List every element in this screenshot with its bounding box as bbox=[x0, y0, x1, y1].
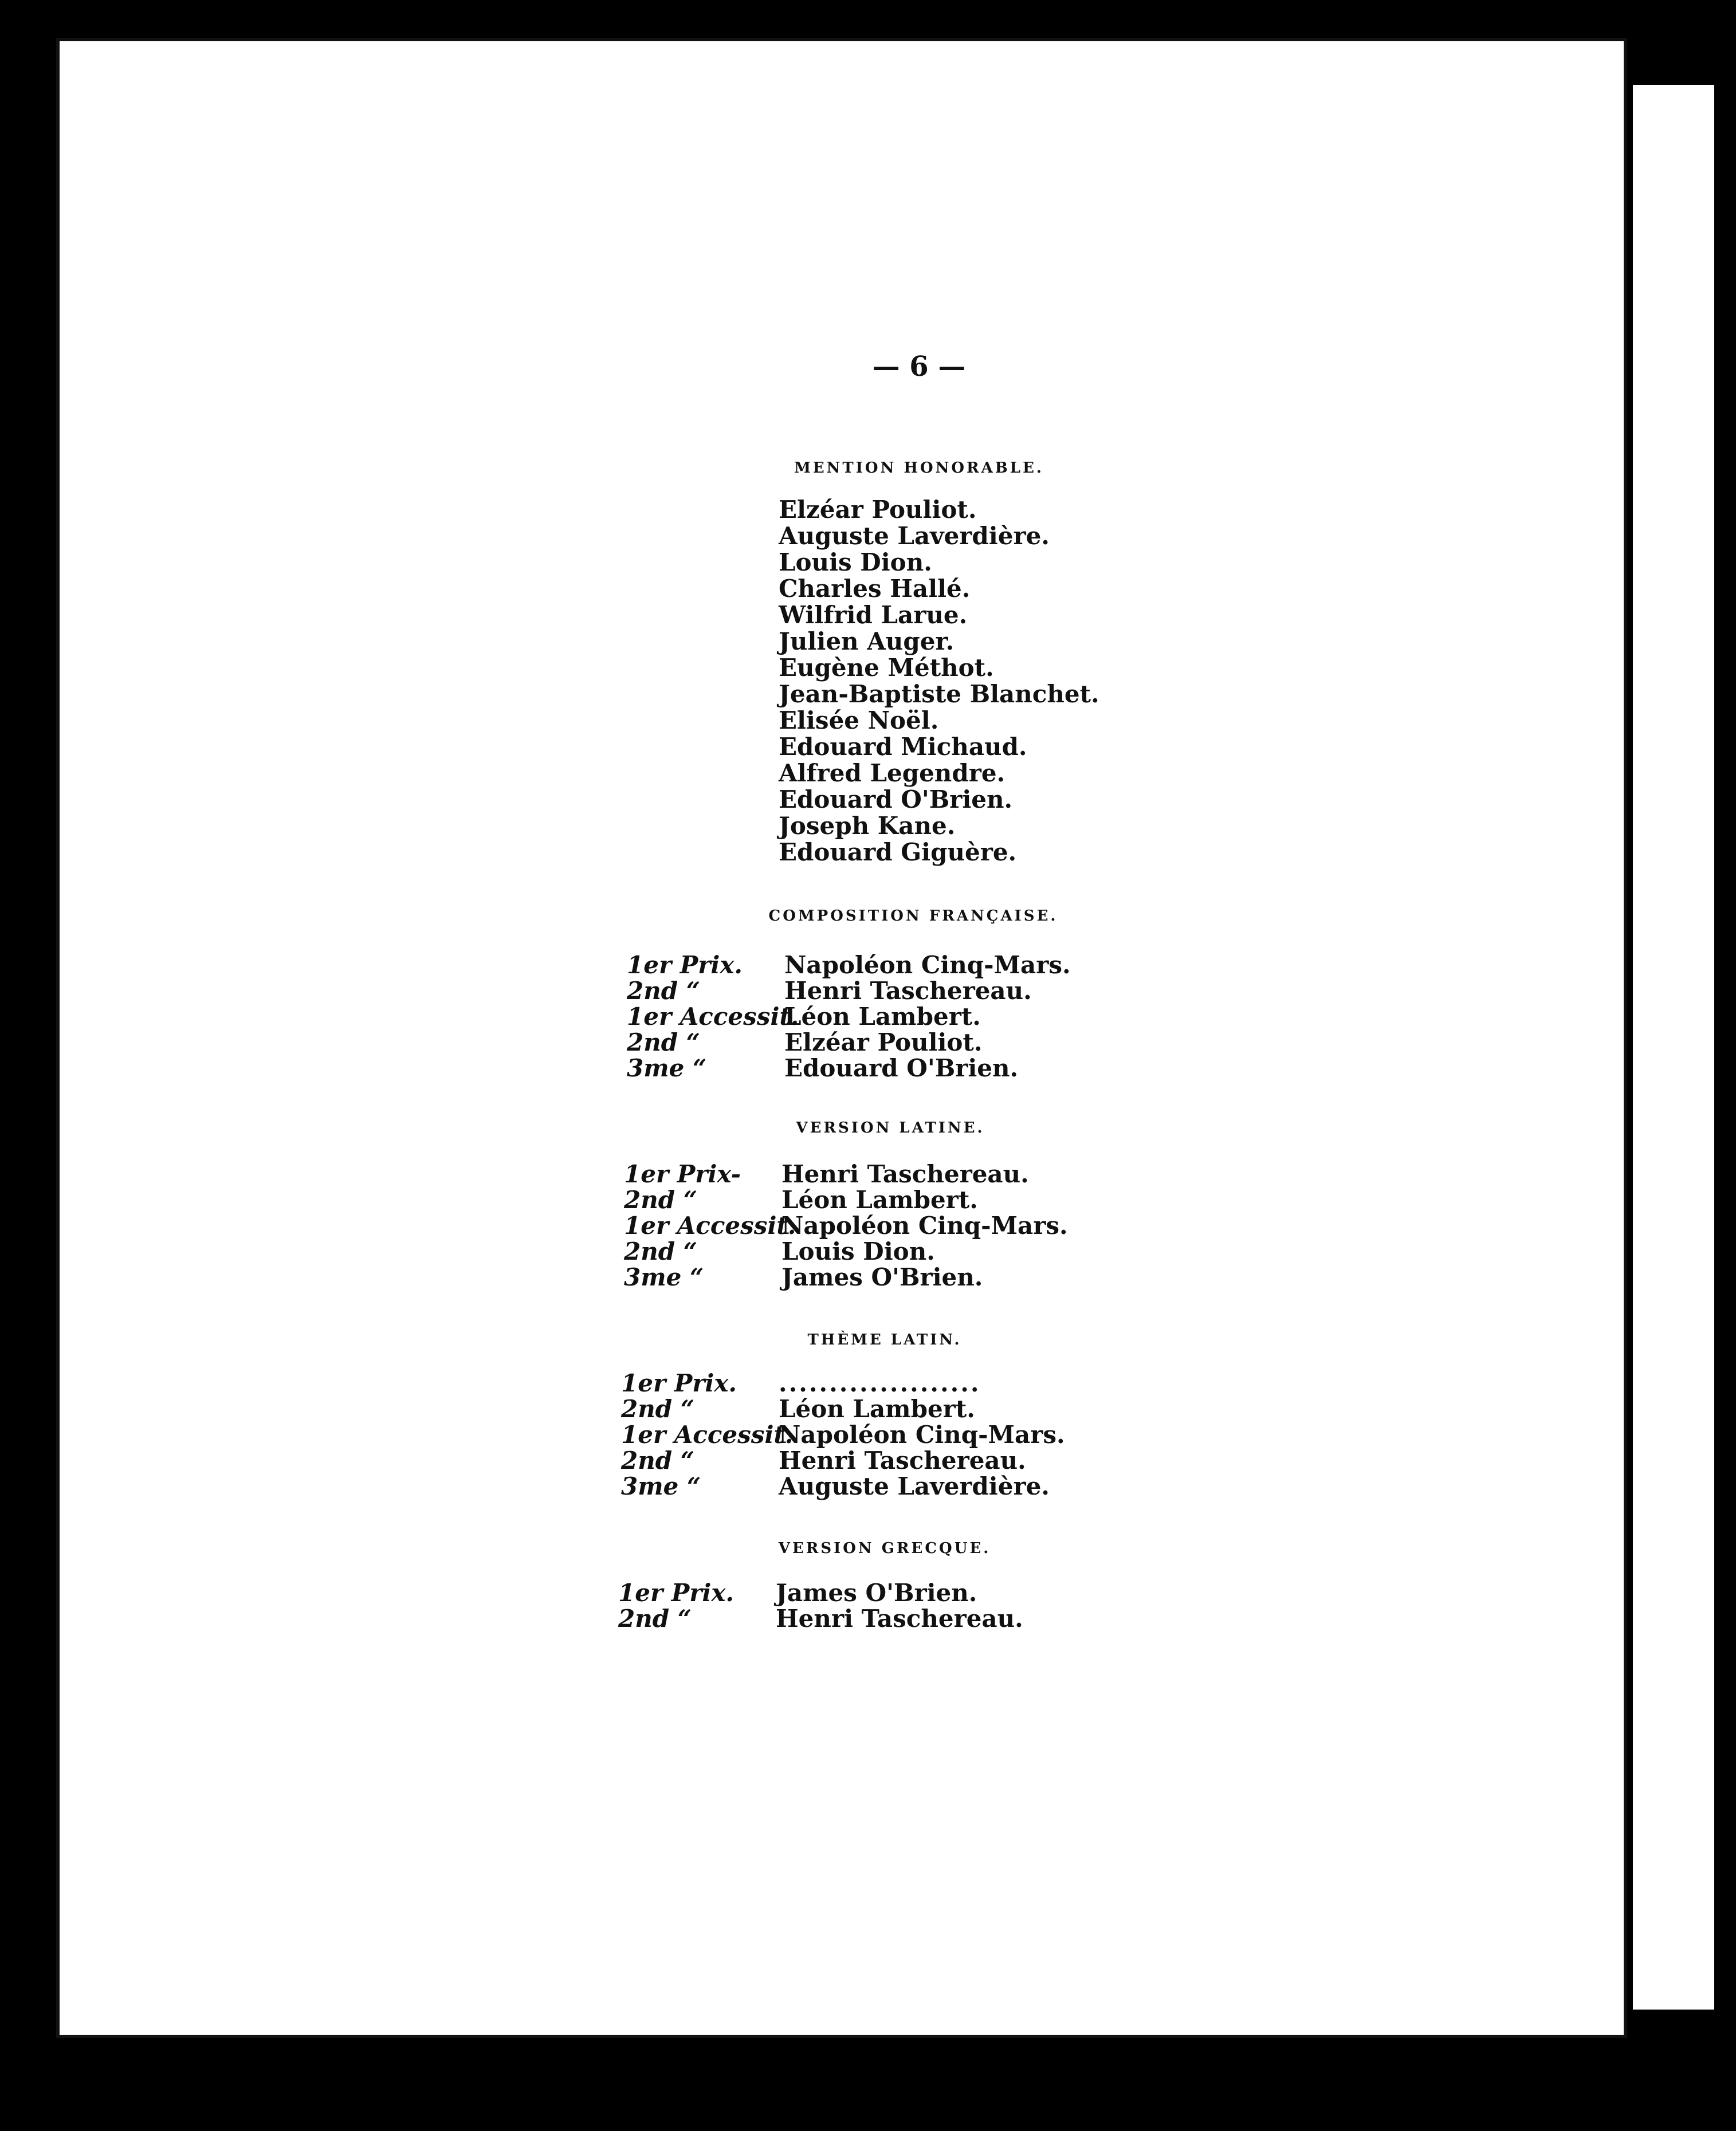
table-row bbox=[624, 1161, 1068, 1187]
prize-winner: Louis Dion. bbox=[781, 1237, 935, 1265]
prize-winner: Edouard O'Brien. bbox=[784, 1054, 1019, 1082]
prize-label: 1er Prix. bbox=[621, 1369, 737, 1397]
list-item: Julien Auger. bbox=[779, 627, 955, 655]
prize-label: 1er Accessit. bbox=[624, 1212, 796, 1240]
prize-label: 1er Accessit. bbox=[627, 1002, 799, 1031]
prize-winner: Napoléon Cinq-Mars. bbox=[784, 951, 1071, 979]
document-page bbox=[60, 41, 1624, 2035]
table-row bbox=[624, 1264, 1068, 1290]
page-number: — 6 — bbox=[872, 351, 966, 383]
prize-winner: Henri Taschereau. bbox=[784, 977, 1032, 1005]
prize-winner: Henri Taschereau. bbox=[781, 1160, 1029, 1188]
prize-label: 2nd “ bbox=[627, 1028, 700, 1056]
table-row bbox=[621, 1448, 1065, 1473]
prize-label: 1er Prix- bbox=[624, 1160, 741, 1188]
mention-honorable-list bbox=[779, 497, 1099, 866]
prize-label: 2nd “ bbox=[624, 1237, 697, 1265]
list-item: Edouard Giguère. bbox=[779, 838, 1017, 866]
theme-latin-table bbox=[621, 1370, 1065, 1499]
list-item: Elzéar Pouliot. bbox=[779, 496, 977, 524]
prize-label: 1er Prix. bbox=[627, 951, 743, 979]
prize-label: 2nd “ bbox=[624, 1186, 697, 1214]
list-item: Eugène Méthot. bbox=[779, 654, 994, 682]
version-grecque-table bbox=[618, 1580, 1023, 1631]
table-row bbox=[618, 1606, 1023, 1631]
prize-label: 2nd “ bbox=[621, 1446, 694, 1475]
prize-winner: Léon Lambert. bbox=[779, 1395, 975, 1423]
prize-label: 3me “ bbox=[627, 1054, 707, 1082]
prize-winner: Léon Lambert. bbox=[781, 1186, 978, 1214]
prize-winner: Henri Taschereau. bbox=[779, 1446, 1026, 1475]
list-item: Joseph Kane. bbox=[779, 812, 956, 840]
table-row bbox=[618, 1580, 1023, 1606]
section-title-version-grecque: VERSION GRECQUE. bbox=[778, 1540, 991, 1557]
list-item: Louis Dion. bbox=[779, 548, 932, 576]
list-item: Alfred Legendre. bbox=[779, 759, 1006, 787]
section-title-theme-latin: THÈME LATIN. bbox=[807, 1331, 962, 1348]
prize-winner: Henri Taschereau. bbox=[776, 1605, 1023, 1633]
prize-winner: Napoléon Cinq-Mars. bbox=[779, 1421, 1065, 1449]
table-row bbox=[624, 1187, 1068, 1213]
table-row bbox=[621, 1370, 1065, 1396]
prize-winner: Auguste Laverdière. bbox=[779, 1472, 1050, 1500]
table-row bbox=[627, 978, 1071, 1004]
prize-label: 2nd “ bbox=[621, 1395, 694, 1423]
table-row bbox=[627, 1029, 1071, 1055]
list-item: Jean-Baptiste Blanchet. bbox=[779, 680, 1099, 708]
prize-label: 1er Accessit. bbox=[621, 1421, 794, 1449]
prize-winner-blank: .................... bbox=[779, 1369, 981, 1397]
section-title-version-latine: VERSION LATINE. bbox=[796, 1119, 985, 1137]
table-row bbox=[627, 1055, 1071, 1081]
prize-label: 2nd “ bbox=[627, 977, 700, 1005]
prize-label: 2nd “ bbox=[618, 1605, 692, 1633]
prize-winner: James O'Brien. bbox=[776, 1579, 977, 1607]
page-content bbox=[60, 41, 1624, 2035]
section-title-mention-honorable: MENTION HONORABLE. bbox=[794, 459, 1044, 477]
prize-label: 3me “ bbox=[621, 1472, 701, 1500]
list-item: Charles Hallé. bbox=[779, 575, 971, 603]
list-item: Edouard O'Brien. bbox=[779, 785, 1013, 813]
list-item: Wilfrid Larue. bbox=[779, 601, 968, 629]
table-row bbox=[621, 1396, 1065, 1422]
prize-winner: Léon Lambert. bbox=[784, 1002, 981, 1031]
composition-francaise-table bbox=[627, 952, 1071, 1081]
adjacent-page-edge bbox=[1633, 85, 1714, 2010]
table-row bbox=[624, 1239, 1068, 1264]
version-latine-table bbox=[624, 1161, 1068, 1290]
section-title-composition-francaise: COMPOSITION FRANÇAISE. bbox=[768, 907, 1058, 925]
table-row bbox=[627, 952, 1071, 978]
prize-label: 3me “ bbox=[624, 1263, 704, 1291]
table-row bbox=[621, 1422, 1065, 1448]
table-row bbox=[627, 1004, 1071, 1029]
prize-winner: Napoléon Cinq-Mars. bbox=[781, 1212, 1068, 1240]
list-item: Elisée Noël. bbox=[779, 706, 939, 734]
table-row bbox=[624, 1213, 1068, 1239]
prize-label: 1er Prix. bbox=[618, 1579, 735, 1607]
list-item: Auguste Laverdière. bbox=[779, 522, 1050, 550]
table-row bbox=[621, 1473, 1065, 1499]
prize-winner: Elzéar Pouliot. bbox=[784, 1028, 983, 1056]
list-item: Edouard Michaud. bbox=[779, 733, 1027, 761]
prize-winner: James O'Brien. bbox=[781, 1263, 983, 1291]
